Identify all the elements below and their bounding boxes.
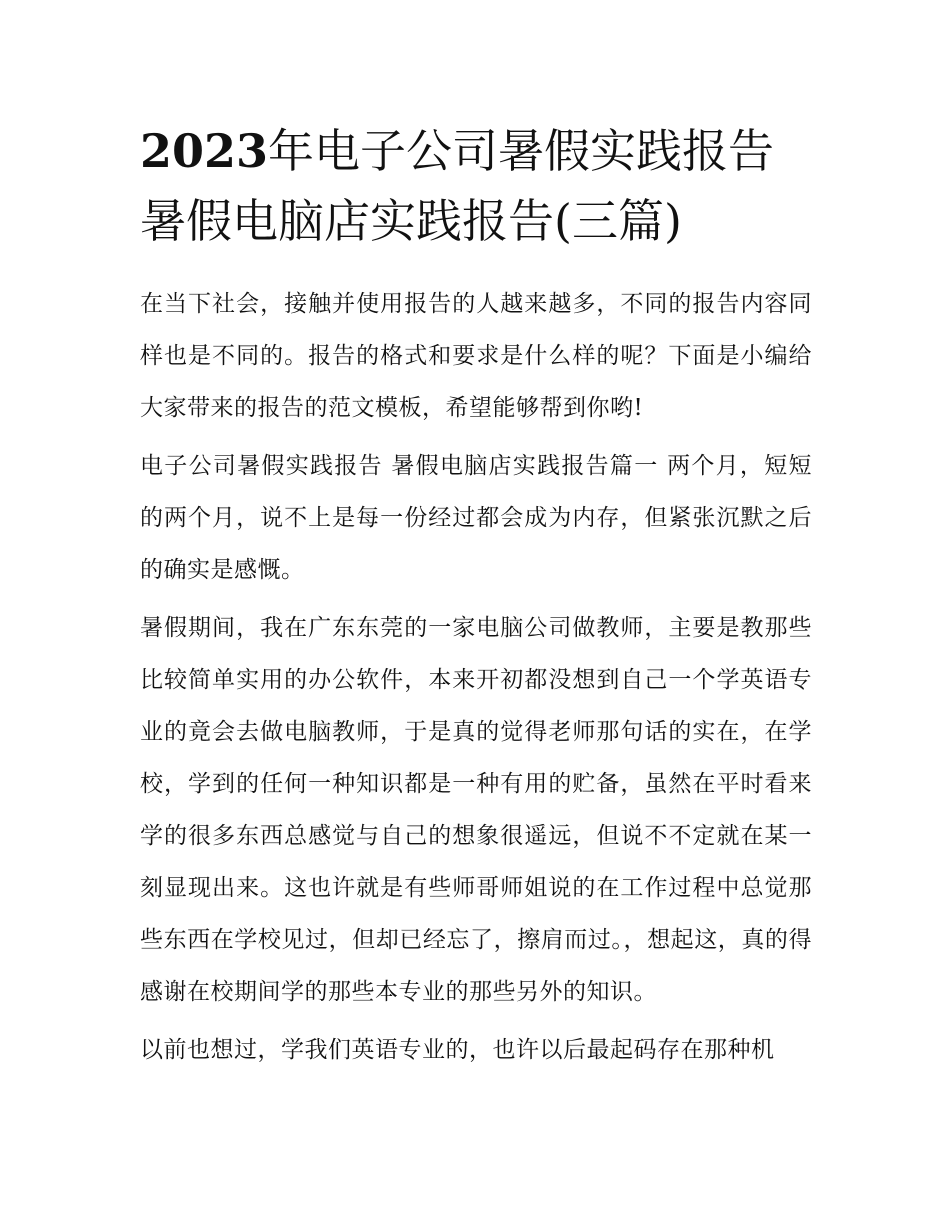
paragraph-english-major: 以前也想过，学我们英语专业的，也许以后最起码存在那种机 bbox=[140, 1037, 775, 1063]
paragraph-summer-teaching: 暑假期间，我在广东东莞的一家电脑公司做教师，主要是教那些比较简单实用的办公软件，本来开初都没想到自己一个学英语专业的竟会去做电脑教师，于是真的觉得老师那句话的实在，在学校，学到的任何一种知识都是一种有用的贮备，虽然在平时看来学的很多东西总感觉与自己的想象很遥远，但说不不定就在某一刻显现出来。这也许就是有些师哥师姐说的在工作过程中总觉那些东西在学校见过，但却已经忘了，擦肩而过。，想起这，真的得感谢在校期间学的那些本专业的那些另外的知识。 bbox=[140, 615, 812, 1005]
paragraph-intro: 在当下社会，接触并使用报告的人越来越多，不同的报告内容同样也是不同的。报告的格式和要求是什么样的呢？下面是小编给大家带来的报告的范文模板，希望能够帮到你哟! bbox=[140, 291, 812, 421]
title-line-1-text: 年电子公司暑假实践报告 bbox=[268, 124, 775, 178]
title-line-2: 暑假电脑店实践报告(三篇) bbox=[140, 194, 682, 248]
title-year: 2023 bbox=[140, 124, 269, 178]
document-title bbox=[140, 116, 820, 256]
paragraph-section-one-opening: 电子公司暑假实践报告 暑假电脑店实践报告篇一 两个月，短短的两个月，说不上是每一份经过都会成为内存，但紧张沉默之后的确实是感慨。 bbox=[140, 453, 812, 583]
document-body bbox=[140, 278, 812, 1082]
title-line-1 bbox=[140, 116, 820, 186]
